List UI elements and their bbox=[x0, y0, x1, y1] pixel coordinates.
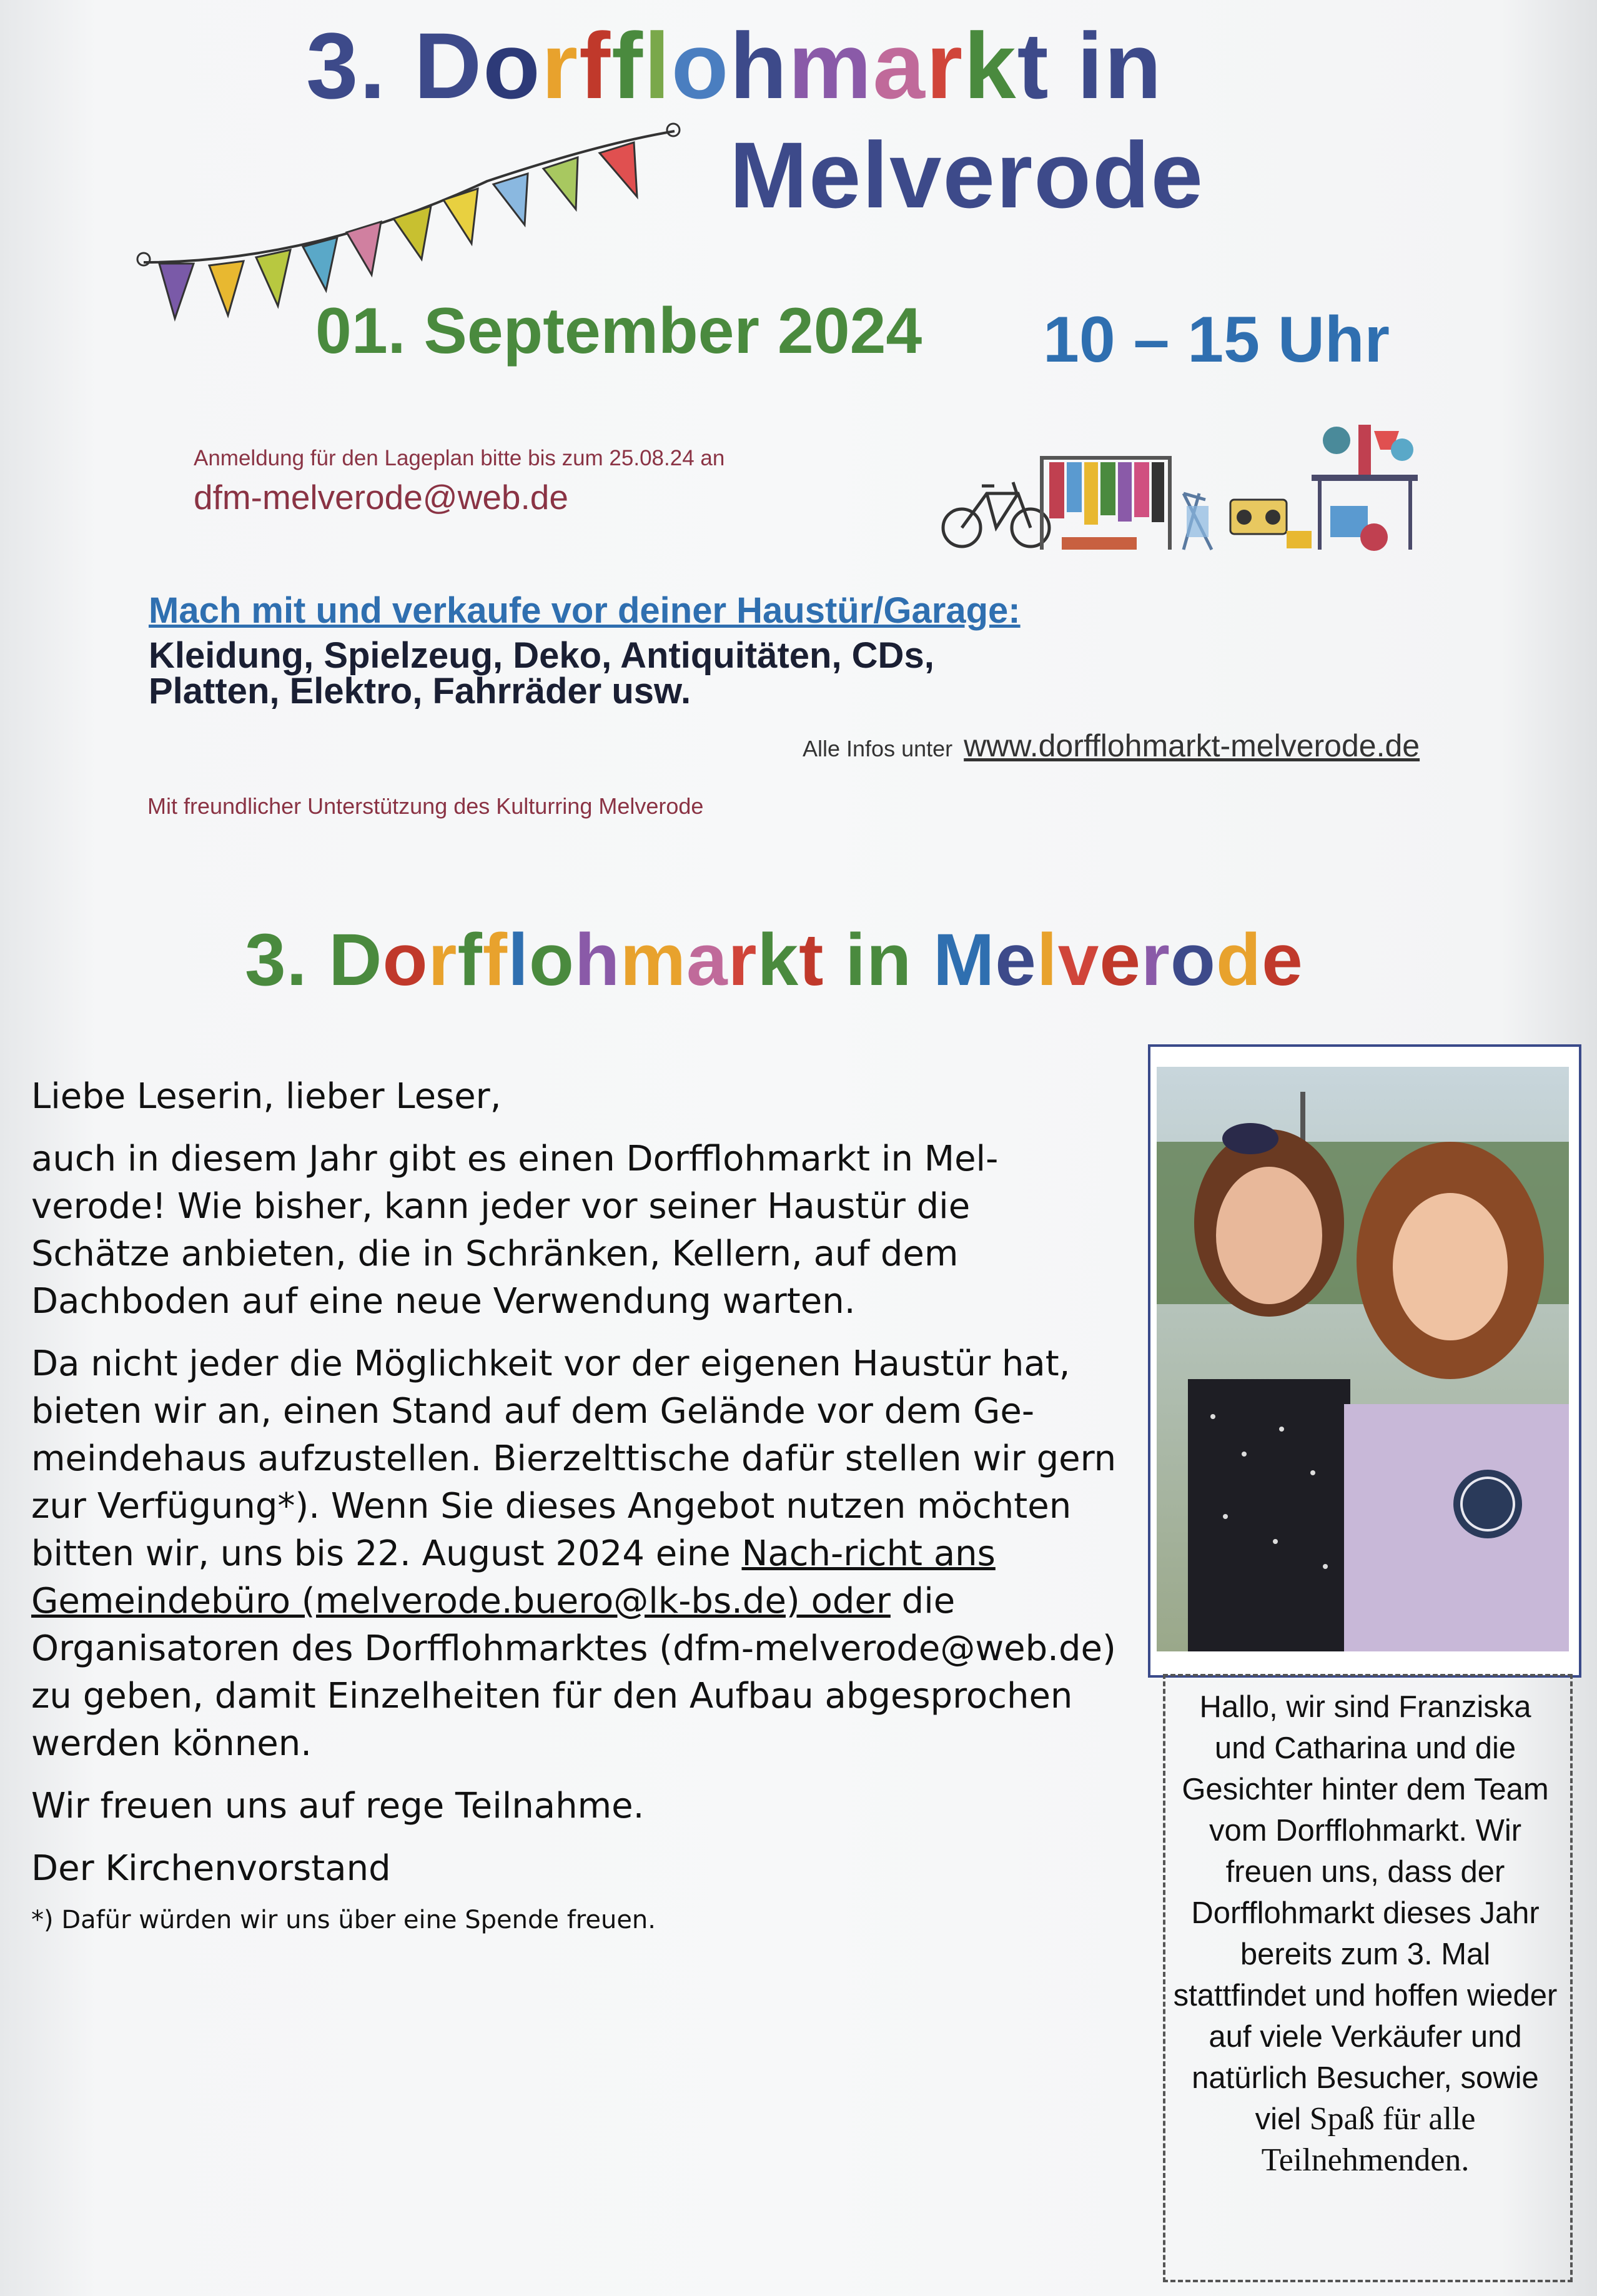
paragraph-2 bbox=[31, 1340, 1118, 1768]
infos-prefix: Alle Infos unter bbox=[803, 736, 953, 761]
closing: Wir freuen uns auf rege Teilnahme. bbox=[31, 1786, 645, 1826]
paragraph-1: auch in diesem Jahr gibt es einen Dorfflohmarkt in Mel-verode! Wie bisher, kann jeder vor seiner Haustür die Schätze anbieten, die in Schränken, Kellern, auf dem Dachboden auf eine neue Verwendung warten. bbox=[31, 1139, 999, 1322]
footnote: *) Dafür würden wir uns über eine Spende freuen. bbox=[31, 1906, 656, 1934]
items-list bbox=[149, 635, 1085, 711]
photo-caption bbox=[1172, 1686, 1559, 2181]
office-contact-link[interactable]: Nach-richt ans Gemeindebüro (melverode.buero@lk-bs.de) oder bbox=[31, 1533, 996, 1621]
support-note: Mit freundlicher Unterstützung des Kulturring Melverode bbox=[147, 793, 704, 819]
article-heading: 3. Dorfflohmarkt in Melverode bbox=[245, 919, 1303, 1001]
photo-two-women bbox=[1157, 1067, 1569, 1651]
website-link[interactable]: www.dorfflohmarkt-melverode.de bbox=[964, 728, 1420, 763]
greeting: Liebe Leserin, lieber Leser, bbox=[31, 1076, 502, 1117]
event-time: 10 – 15 Uhr bbox=[1043, 304, 1390, 376]
flea-market-illustration bbox=[937, 412, 1424, 568]
letter-body bbox=[31, 1073, 1118, 1959]
registration-email: dfm-melverode@web.de bbox=[194, 478, 568, 517]
registration-note: Anmeldung für den Lageplan bitte bis zum 25.08.24 an bbox=[194, 446, 725, 470]
call-to-action: Mach mit und verkaufe vor deiner Haustür/Garage: bbox=[149, 590, 1021, 631]
items-line2: Platten, Elektro, Fahrräder usw. bbox=[149, 670, 691, 711]
flyer-title-line2: Melverode bbox=[729, 122, 1204, 227]
signature: Der Kirchenvorstand bbox=[31, 1848, 391, 1889]
event-date: 01. September 2024 bbox=[315, 295, 922, 367]
caption-text-a: Hallo, wir sind Franziska und Catharina und die Gesichter hinter dem Team vom Dorfflohmarkt. Wir freuen uns, dass der Dorfflohmarkt dieses Jahr bereits zum 3. Mal stattfindet und hoffen wieder auf viele Verkäufer und natürlich Besucher, sowie viel bbox=[1173, 1690, 1558, 2136]
items-line1: Kleidung, Spielzeug, Deko, Antiquitäten, CDs, bbox=[149, 635, 934, 676]
infos-line bbox=[803, 728, 1420, 764]
flyer-title-line1: 3. Dorfflohmarkt in bbox=[306, 13, 1163, 118]
paragraph-2-text-b: die Organisatoren des Dorfflohmarktes (dfm-melverode@web.de) zu geben, damit Einzelheiten für den Aufbau abgesprochen werden können. bbox=[31, 1581, 1116, 1764]
paragraph-2-text-a: Da nicht jeder die Möglichkeit vor der eigenen Haustür hat, bieten wir an, einen Stand auf dem Gelände vor dem Ge-meindehaus aufzustellen. Bierzelttische dafür stellen wir gern zur Verfügung*). Wenn Sie dieses Angebot nutzen möchten bitten wir, uns bis 22. August 2024 eine bbox=[31, 1343, 1117, 1574]
caption-text-b: Spaß für alle Teilnehmenden. bbox=[1261, 2101, 1476, 2178]
